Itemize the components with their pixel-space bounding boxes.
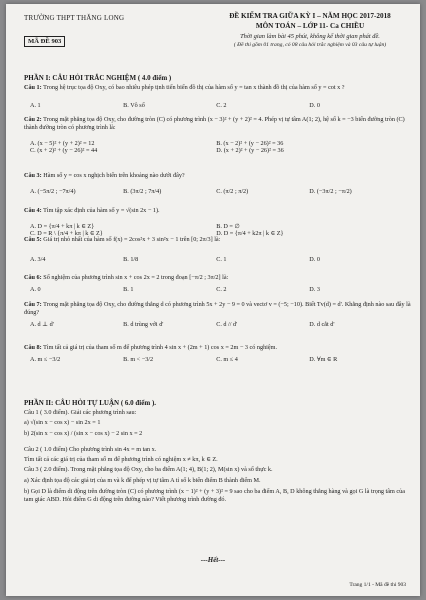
essay-line-8: b) Gọi D là điểm di động trên đường tròn (C) có phương trình (x − 1)² + (y + 3)² = 9 sao cho ba điểm A, B, D không thẳng hàng và gọi G là trọng tâm của tam giác ABD. Hỏi điểm G di động trên đường nào? Viết phương trình đường đó. [24, 488, 405, 503]
option-C[interactable]: C. (π/2 ; π/2) [216, 188, 249, 195]
school-name: TRƯỜNG THPT THĂNG LONG [24, 14, 125, 22]
option-D[interactable]: D. D = {π/4 + k2π | k ∈ Z} [216, 230, 284, 237]
essay-line-3: b) 2(sin x − cos x) / (sin x − cos x) − 2 sin x = 2 [24, 430, 143, 437]
option-A[interactable]: A. d ⊥ d' [30, 321, 54, 328]
end-marker: ---Hết--- [200, 556, 226, 564]
options-5 [30, 256, 410, 263]
page-number: Trang 1/1 - Mã đề thi 903 [349, 582, 406, 588]
option-C[interactable]: C. m ≤ 4 [216, 356, 238, 363]
options-2 [30, 140, 410, 154]
option-D[interactable]: D. d cắt d' [309, 321, 335, 328]
question-text: Hàm số y = cos x nghịch biến trên khoảng nào dưới đây? [43, 172, 185, 179]
option-C[interactable]: C. 2 [216, 102, 227, 109]
option-B[interactable]: B. (3π/2 ; 7π/4) [123, 188, 162, 195]
option-C[interactable]: C. D = R \ {π/4 + kπ | k ∈ Z} [30, 230, 103, 237]
option-C[interactable]: C. d // d' [216, 321, 238, 328]
exam-paper [6, 4, 420, 596]
option-B[interactable]: B. D = ∅ [216, 223, 240, 230]
option-B[interactable]: B. (x − 2)² + (y − 26)² = 36 [216, 140, 284, 147]
option-B[interactable]: B. 1 [123, 286, 134, 293]
question-7 [24, 301, 412, 317]
question-2 [24, 116, 412, 132]
options-7 [30, 321, 410, 328]
option-D[interactable]: D. (x + 2)² + (y − 26)² = 36 [216, 147, 284, 154]
question-8 [24, 344, 412, 352]
option-B[interactable]: B. m < −3/2 [123, 356, 154, 363]
option-A[interactable]: A. 0 [30, 286, 41, 293]
essay-line-4: Câu 2 ( 1.0 điểm) Cho phương trình sin 4x = m tan x. [24, 446, 157, 453]
option-C[interactable]: C. 1 [216, 256, 227, 263]
exam-time: Thời gian làm bài 45 phút, không kể thời gian phát đề. [240, 33, 380, 40]
option-B[interactable]: B. 1/8 [123, 256, 139, 263]
question-label: Câu 8: [24, 344, 42, 351]
question-label: Câu 1: [24, 84, 42, 91]
question-1 [24, 84, 412, 92]
option-A[interactable]: A. (x − 5)² + (y + 2)² = 12 [30, 140, 95, 147]
question-label: Câu 2: [24, 116, 42, 123]
essay-line-6: Câu 3 ( 2.0 điểm). Trong mặt phẳng tọa độ Oxy, cho ba điểm A(1; 4), B(1; 2), M(sin x) và số thực k. [24, 466, 273, 473]
exam-code-box: MÃ ĐỀ 903 [24, 36, 65, 47]
option-D[interactable]: D. (−3π/2 ; −π/2) [309, 188, 352, 195]
options-4 [30, 223, 410, 237]
part1-title: PHẦN I: CÂU HỎI TRẮC NGHIỆM ( 4.0 điểm ) [24, 74, 172, 82]
question-text: Trong mặt phẳng tọa độ Oxy, cho đường thẳng d có phương trình 5x + 2y − 9 = 0 và vectơ v = (−5; −10). Biết Tv(d) = d'. Khẳng định nào sau đây là đúng? [24, 301, 411, 316]
question-label: Câu 4: [24, 207, 42, 214]
essay-line-7: a) Xác định tọa độ các giá trị của m và k để phép vị tự tâm A tỉ số k biến điểm B thành điểm M. [24, 477, 261, 484]
essay-line-2: a) √(sin x − cos x) − sin 2x = 1 [24, 419, 101, 426]
question-5 [24, 236, 412, 244]
question-text: Trong mặt phẳng tọa độ Oxy, cho đường tròn (C) có phương trình (x − 3)² + (y + 2)² = 4. Phép vị tự tâm A(1; 2), hệ số k = −3 biến đường tròn (C) thành đường tròn có phương trình là: [24, 116, 405, 131]
option-D[interactable]: D. ∀m ∈ R [309, 356, 338, 363]
essay-line-5: Tìm tất cả các giá trị của tham số m để phương trình có nghiệm x ≠ kπ, k ∈ Z. [24, 456, 218, 463]
option-D[interactable]: D. 0 [309, 102, 320, 109]
question-4 [24, 207, 412, 215]
option-C[interactable]: C. (x + 2)² + (y − 26)² = 44 [30, 147, 98, 154]
question-label: Câu 6: [24, 274, 42, 281]
option-B[interactable]: B. d trùng với d' [123, 321, 164, 328]
options-6 [30, 286, 410, 293]
exam-subject: MÔN TOÁN – LỚP 11- Ca CHIỀU [255, 22, 365, 30]
question-label: Câu 5: [24, 236, 42, 243]
essay-line-1: Câu 1 ( 3.0 điểm). Giải các phương trình sau: [24, 409, 137, 416]
exam-header [206, 12, 414, 48]
question-text: Giá trị nhỏ nhất của hàm số f(x) = 2cos²x + 3 sin²x − 1 trên [0; 2π/3] là: [43, 236, 221, 243]
exam-title: ĐỀ KIỂM TRA GIỮA KỲ I – NĂM HỌC 2017-2018 [229, 12, 391, 20]
exam-note: ( Đề thi gồm 01 trang, có 08 câu hỏi trắc nghiệm và 03 câu tự luận) [233, 42, 387, 48]
option-A[interactable]: A. 1 [30, 102, 41, 109]
question-text: Tìm tập xác định của hàm số y = √(sin 2x − 1). [43, 207, 160, 214]
options-3 [30, 188, 410, 195]
option-A[interactable]: A. m ≤ −3/2 [30, 356, 61, 363]
options-8 [30, 356, 410, 363]
question-text: Số nghiệm của phương trình sin x + cos 2x = 2 trong đoạn [−π/2 ; 3π/2] là: [43, 274, 229, 281]
question-3 [24, 172, 412, 180]
option-A[interactable]: A. 3/4 [30, 256, 46, 263]
option-A[interactable]: A. D = {π/4 + kπ | k ∈ Z} [30, 223, 95, 230]
question-label: Câu 3: [24, 172, 42, 179]
question-label: Câu 7: [24, 301, 42, 308]
question-6 [24, 274, 412, 282]
option-B[interactable]: B. Vô số [123, 102, 145, 109]
option-D[interactable]: D. 3 [309, 286, 320, 293]
option-A[interactable]: A. (−5π/2 ; −7π/4) [30, 188, 76, 195]
options-1 [30, 102, 410, 109]
part2-title: PHẦN II: CÂU HỎI TỰ LUẬN ( 6.0 điểm ). [24, 399, 157, 407]
option-C[interactable]: C. 2 [216, 286, 227, 293]
option-D[interactable]: D. 0 [309, 256, 320, 263]
question-text: Trong hệ trục tọa độ Oxy, có bao nhiêu phép tịnh tiến biến đồ thị của hàm số y = tan x thành đồ thị của hàm số y = cot x ? [43, 84, 345, 91]
question-text: Tìm tất cả giá trị của tham số m để phương trình 4 sin x + (2m + 1) cos x = 2m − 3 có nghiệm. [43, 344, 277, 351]
